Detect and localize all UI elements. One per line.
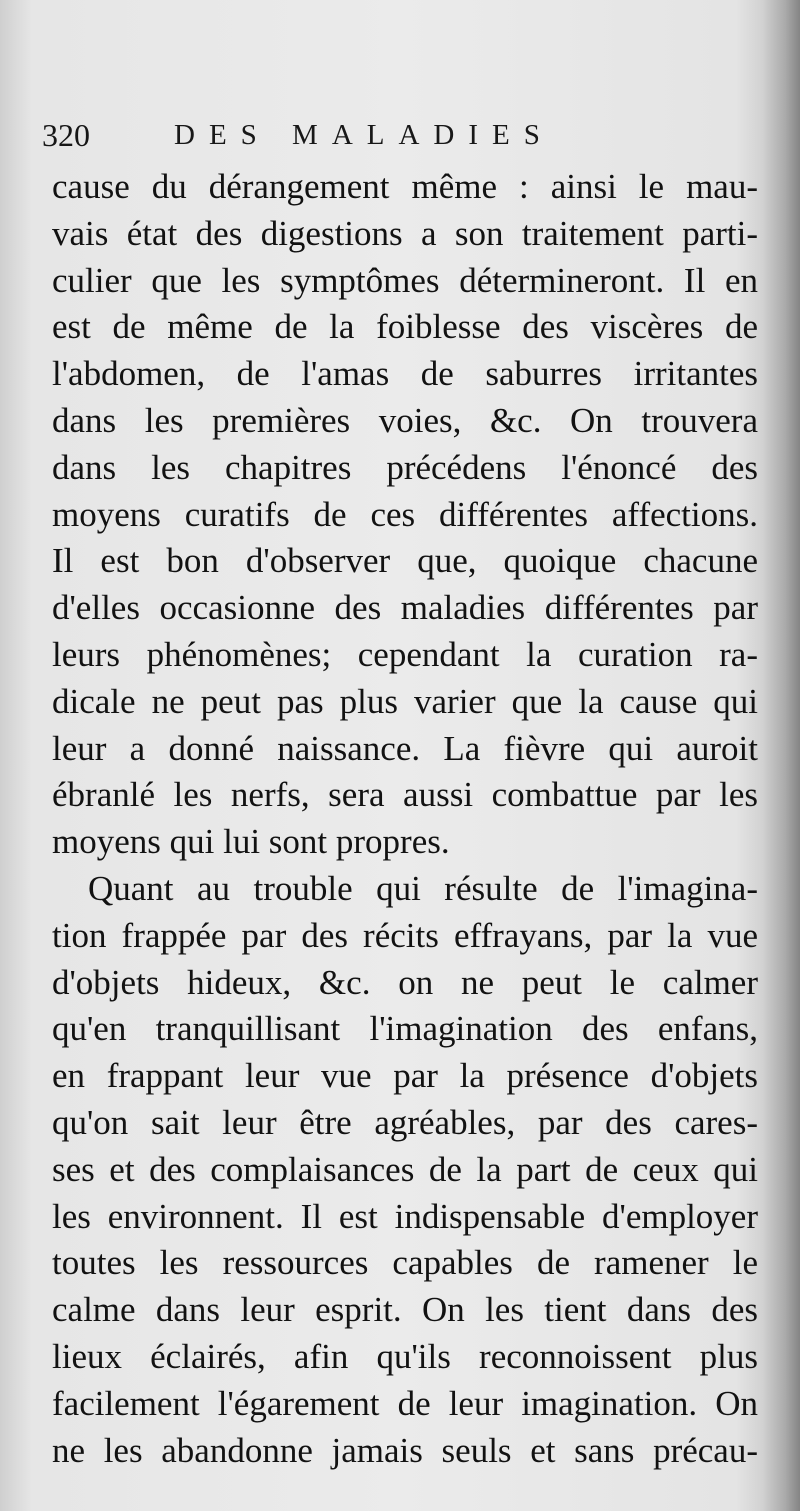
text-line: leur a donné naissance. La fièvre qui auroit	[52, 728, 758, 768]
text-line: Il est bon d'observer que, quoique chacune	[52, 541, 758, 581]
text-line: cause du dérangement même : ainsi le mau-	[52, 167, 758, 206]
text-line: en frappant leur vue par la présence d'objets	[52, 1056, 758, 1096]
text-line: d'objets hideux, &c. on ne peut le calmer	[52, 962, 758, 1002]
text-line: leurs phénomènes; cependant la curation ra-	[52, 634, 758, 674]
text-line: tion frappée par des récits effrayans, par la vue	[52, 915, 758, 955]
text-line: l'abdomen, de l'amas de saburres irritantes	[52, 354, 758, 394]
text-line: dans les premières voies, &c. On trouvera	[52, 400, 758, 440]
text-line: les environnent. Il est indispensable d'employer	[52, 1196, 758, 1236]
text-line: facilement l'égarement de leur imagination. On	[52, 1383, 758, 1423]
text-line: d'elles occasionne des maladies différentes par	[52, 588, 758, 628]
running-head: DES MALADIES	[174, 119, 554, 151]
text-line: qu'on sait leur être agréables, par des cares-	[52, 1102, 758, 1142]
text-line: lieux éclairés, afin qu'ils reconnoissent plus	[52, 1336, 758, 1376]
page-gutter-shadow	[762, 0, 800, 1511]
body-text	[52, 164, 758, 1474]
text-line: qu'en tranquillisant l'imagination des enfans,	[52, 1009, 758, 1049]
text-line: vais état des digestions a son traitement parti-	[52, 213, 758, 253]
text-line: dicale ne peut pas plus varier que la cause qui	[52, 681, 758, 721]
text-line: dans les chapitres précédens l'énoncé des	[52, 447, 758, 487]
text-line: calme dans leur esprit. On les tient dans des	[52, 1290, 758, 1330]
text-line: toutes les ressources capables de ramener le	[52, 1243, 758, 1283]
text-line: est de même de la foiblesse des viscères de	[52, 307, 758, 347]
text-line: ébranlé les nerfs, sera aussi combattue par les	[52, 775, 758, 815]
text-line: ne les abandonne jamais seuls et sans précau-	[52, 1430, 758, 1470]
paragraph-start-line: Quant au trouble qui résulte de l'imagina-	[88, 868, 758, 908]
page-header	[42, 112, 762, 158]
text-line: moyens curatifs de ces différentes affections.	[52, 494, 758, 534]
page-number: 320	[42, 117, 90, 153]
text-line: ses et des complaisances de la part de ceux qui	[52, 1149, 758, 1189]
text-line: culier que les symptômes détermineront. Il en	[52, 260, 758, 300]
paragraph-end-line: moyens qui lui sont propres.	[52, 822, 450, 862]
